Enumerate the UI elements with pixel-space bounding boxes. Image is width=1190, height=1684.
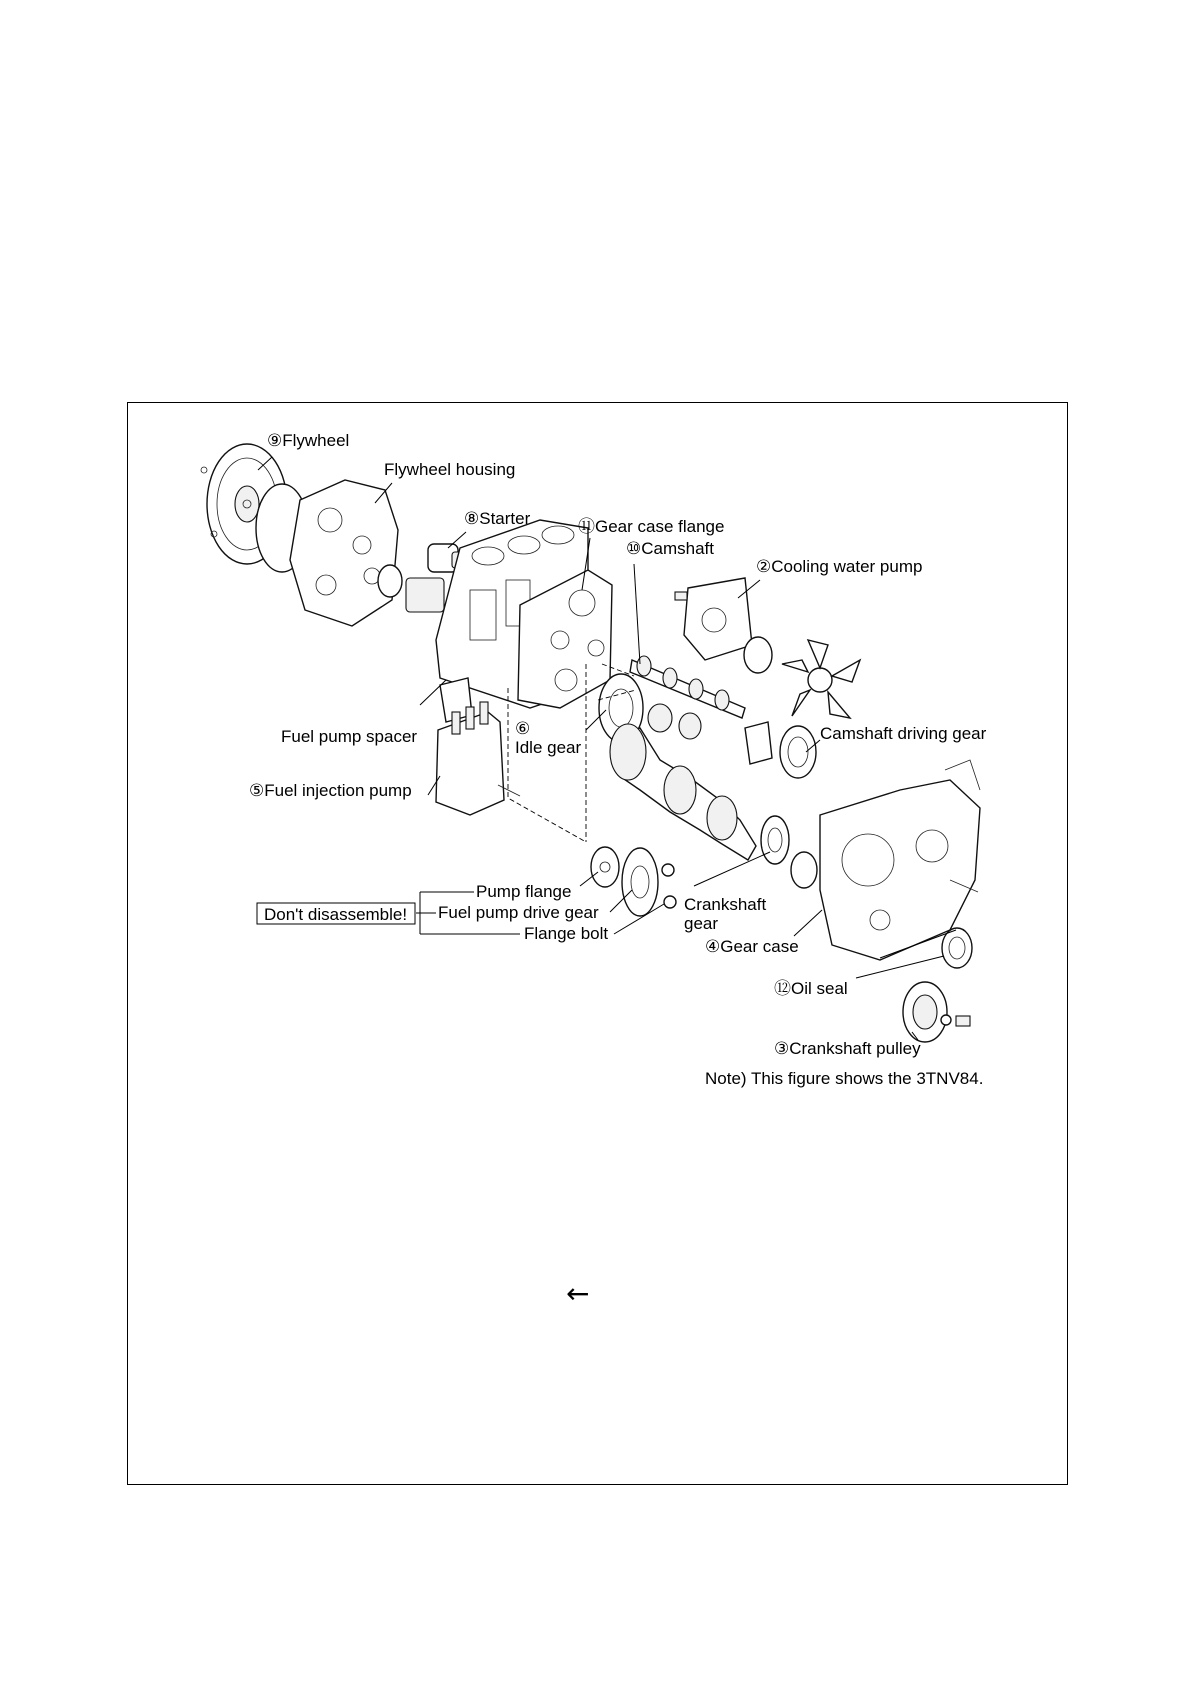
label-starter: ⑧Starter <box>464 509 531 528</box>
figure-note: Note) This figure shows the 3TNV84. <box>705 1069 984 1088</box>
label-oil-seal: ⑫Oil seal <box>774 979 848 998</box>
cooling-water-pump-part <box>675 578 772 673</box>
left-arrow-icon: ← <box>566 1277 590 1310</box>
camshaft-part <box>630 656 745 718</box>
label-flange-bolt: Flange bolt <box>524 924 609 943</box>
label-pump-flange: Pump flange <box>476 882 572 901</box>
camshaft-driving-gear-part <box>780 726 816 778</box>
label-flywheel-housing: Flywheel housing <box>384 460 516 479</box>
label-cooling-water-pump: ②Cooling water pump <box>756 557 923 576</box>
label-gear-case: ④Gear case <box>705 937 799 956</box>
label-crankshaft-gear-line1: Crankshaft <box>684 895 767 914</box>
label-dont-disassemble: Don't disassemble! <box>264 905 408 924</box>
label-gear-case-flange: ⑪Gear case flange <box>578 517 725 536</box>
label-fuel-pump-drive-gear: Fuel pump drive gear <box>438 903 599 922</box>
label-crankshaft-pulley: ③Crankshaft pulley <box>774 1039 921 1058</box>
label-camshaft: ⑩Camshaft <box>626 539 714 558</box>
label-idle-gear: Idle gear <box>515 738 582 757</box>
fuel-pump-drive-gear-part <box>622 848 658 916</box>
flange-bolt-part <box>662 864 676 908</box>
label-camshaft-driving-gear: Camshaft driving gear <box>820 724 987 743</box>
label-fuel-pump-spacer: Fuel pump spacer <box>281 727 418 746</box>
pump-flange-part <box>591 847 619 887</box>
label-fuel-injection-pump: ⑤Fuel injection pump <box>249 781 412 800</box>
crankshaft-gear-part <box>761 816 789 864</box>
thrust-plate <box>745 722 772 764</box>
label-idle-gear-number: ⑥ <box>515 719 531 738</box>
label-crankshaft-gear-line2: gear <box>684 914 719 933</box>
label-flywheel: ⑨Flywheel <box>267 431 350 450</box>
flywheel-housing-part <box>290 480 398 626</box>
cooling-fan-part <box>782 640 860 718</box>
collar-ring <box>791 852 817 888</box>
seal-ring <box>378 565 402 597</box>
crankshaft-part <box>610 724 756 860</box>
